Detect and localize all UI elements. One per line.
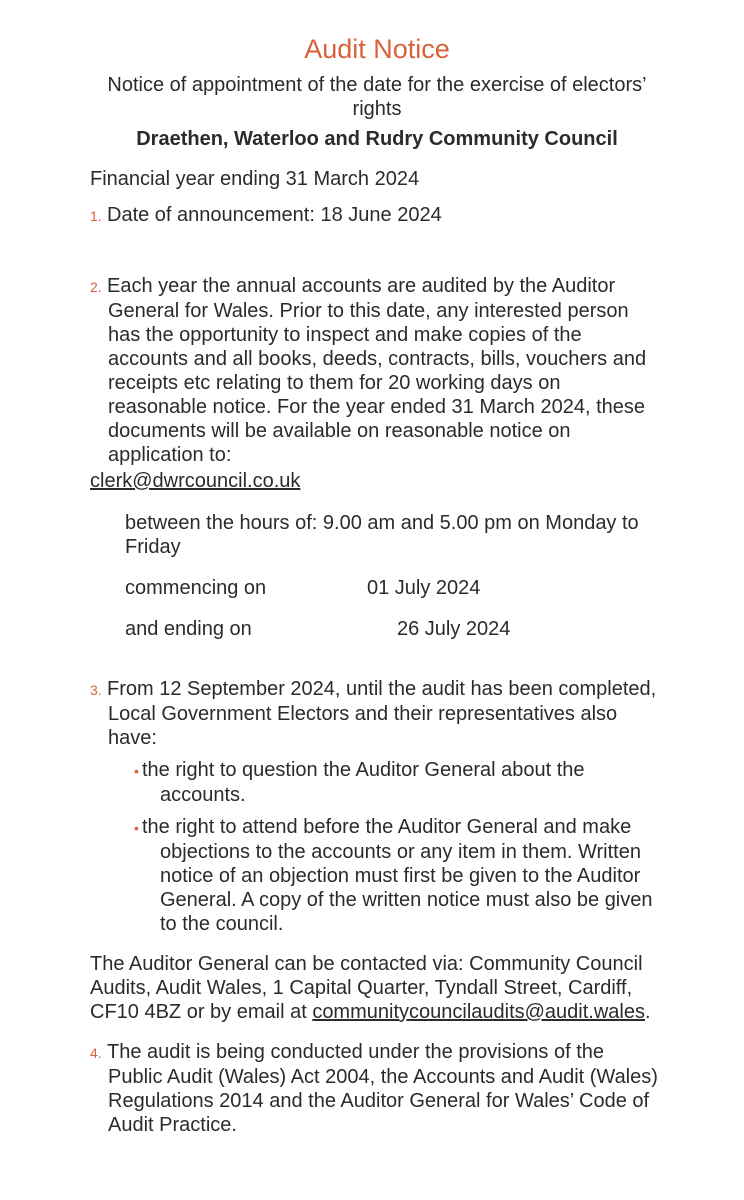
commencing-date: 01 July 2024	[367, 577, 481, 599]
item-4-text: The audit is being conducted under the provisions of the Public Audit (Wales) Act 2004, the Accounts and Audit (Wales) Regulations 2014 and the Auditor General for Wales’ Code of Audit Practice.	[107, 1041, 658, 1136]
item-2-text: Each year the annual accounts are audited by the Auditor General for Wales. Prior to this date, any interested person has the opportunity to inspect and make copies of the accounts and all books, deeds, contracts, bills, vouchers and receipts etc relating to them for 20 working days on reasonable notice. For the year ended 31 March 2024, these documents will be available on reasonable notice on application to:	[107, 275, 647, 466]
page-title: Audit Notice	[304, 34, 450, 64]
bullet-icon: •	[134, 763, 139, 779]
clerk-email-line	[90, 469, 664, 493]
item-3	[73, 677, 664, 750]
bullet-item	[90, 815, 664, 936]
item-3-text: From 12 September 2024, until the audit has been completed, Local Government Electors and their representatives also have:	[107, 678, 657, 749]
hours-line: between the hours of: 9.00 am and 5.00 pm on Monday to Friday	[125, 512, 639, 558]
ending-label: and ending on	[125, 618, 252, 640]
bullet-text: the right to attend before the Auditor General and make objections to the accounts or any item in them. Written notice of an objection must first be given to the Auditor General. A copy of the written notice must also be given to the council.	[142, 816, 653, 935]
commencing-label: commencing on	[125, 577, 267, 599]
ending-date: 26 July 2024	[397, 618, 511, 640]
bullet-icon: •	[134, 820, 139, 836]
item-2	[73, 274, 664, 467]
contact-text: The Auditor General can be contacted via: Community Council Audits, Audit Wales, 1 Capital Quarter, Tyndall Street, Cardiff, CF10 4BZ or by email at	[90, 953, 643, 1023]
ending-row	[90, 617, 664, 641]
item-3-number: 3.	[90, 682, 102, 698]
contact-period: .	[645, 1001, 651, 1023]
item-4-number: 4.	[90, 1045, 102, 1061]
commencing-row	[90, 576, 664, 600]
bullet-text: the right to question the Auditor General about the accounts.	[142, 759, 585, 806]
financial-year: Financial year ending 31 March 2024	[90, 168, 420, 190]
item-1-number: 1.	[90, 208, 102, 224]
item-4	[73, 1040, 664, 1137]
clerk-email-link[interactable]: clerk@dwrcouncil.co.uk	[90, 470, 301, 492]
subtitle: Notice of appointment of the date for the exercise of electors’ rights	[107, 74, 647, 120]
item-1-text: Date of announcement: 18 June 2024	[107, 204, 442, 226]
bullet-item	[90, 758, 664, 807]
audit-wales-email-link[interactable]: communitycouncilaudits@audit.wales	[312, 1001, 645, 1023]
contact-paragraph	[90, 952, 664, 1024]
council-name: Draethen, Waterloo and Rudry Community Council	[136, 128, 618, 150]
item-1	[73, 203, 664, 228]
item-2-number: 2.	[90, 279, 102, 295]
